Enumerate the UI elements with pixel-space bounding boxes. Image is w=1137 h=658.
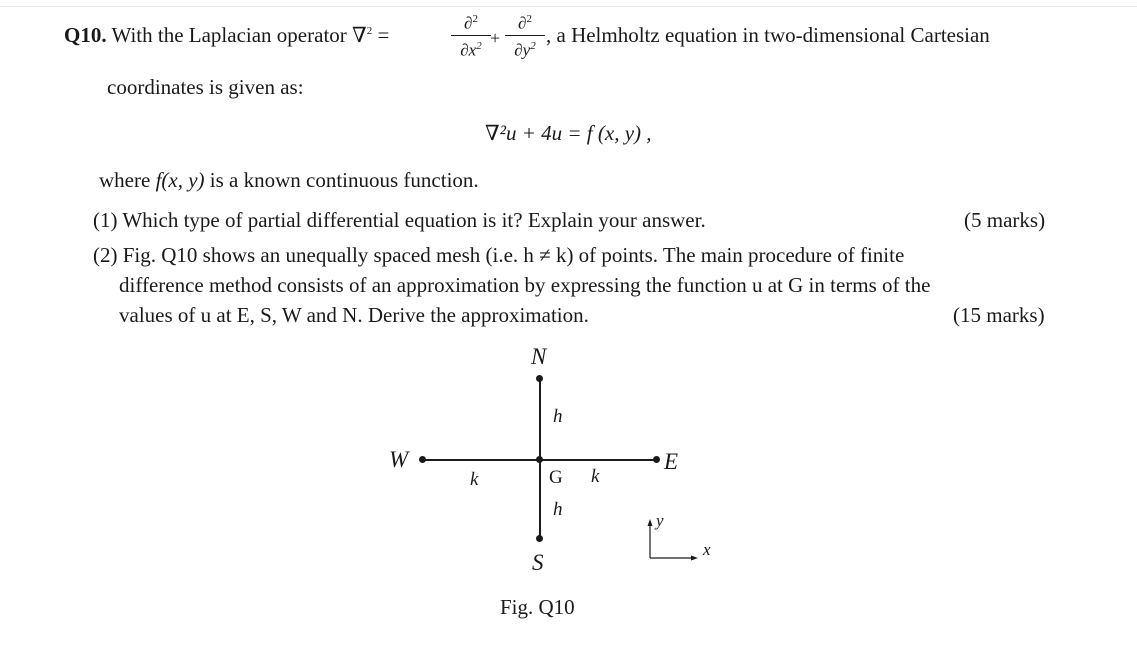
where-tail: is a known continuous function. bbox=[209, 168, 479, 192]
operator-equals: = bbox=[377, 23, 390, 47]
part2-marks: (15 marks) bbox=[953, 303, 1045, 327]
label-g: G bbox=[549, 467, 563, 488]
fraction-d2-dy2: ∂$^2$ $\partial y^2$ bbox=[505, 10, 545, 59]
part2-line2: difference method consists of an approximation by expressing the function u at G in terms of the bbox=[119, 273, 931, 297]
question-intro-lead: With the Laplacian operator bbox=[111, 23, 347, 47]
point-e bbox=[653, 456, 660, 463]
operator-plus: + bbox=[490, 28, 501, 48]
top-rule bbox=[0, 6, 1137, 7]
label-s: S bbox=[532, 550, 544, 575]
label-k-left: k bbox=[470, 469, 479, 490]
axis-label-x: x bbox=[703, 540, 711, 559]
point-g bbox=[536, 456, 543, 463]
point-s bbox=[536, 535, 543, 542]
question-number: Q10. bbox=[64, 23, 107, 47]
fraction-d2-dx2: ∂$^2$ $\partial x^2$ bbox=[451, 10, 491, 59]
label-h-down: h bbox=[553, 499, 563, 520]
label-n: N bbox=[531, 344, 547, 369]
label-w: W bbox=[389, 447, 409, 472]
helmholtz-equation: ∇²u + 4u = f (x, y) , bbox=[485, 121, 652, 145]
laplacian-operator: ∇$^2$ bbox=[352, 23, 373, 47]
axis-label-y: y bbox=[656, 511, 664, 530]
label-h-up: h bbox=[553, 406, 563, 427]
part1-text: (1) Which type of partial differential equation is it? Explain your answer. bbox=[93, 208, 706, 232]
question-intro-line1 bbox=[64, 23, 389, 48]
part2-line3: values of u at E, S, W and N. Derive the approximation. bbox=[119, 303, 589, 327]
part1-marks: (5 marks) bbox=[964, 208, 1046, 232]
where-func: f(x, y) bbox=[155, 168, 205, 192]
label-e: E bbox=[664, 449, 679, 474]
figure-caption: Fig. Q10 bbox=[500, 595, 575, 619]
point-n bbox=[536, 375, 543, 382]
point-w bbox=[419, 456, 426, 463]
question-intro-line2: coordinates is given as: bbox=[107, 75, 304, 99]
where-line bbox=[99, 168, 479, 193]
where-lead: where bbox=[99, 168, 151, 192]
label-k-right: k bbox=[591, 466, 600, 487]
question-intro-tail: , a Helmholtz equation in two-dimensional Cartesian bbox=[546, 23, 990, 47]
part2-line1: (2) Fig. Q10 shows an unequally spaced mesh (i.e. h ≠ k) of points. The main procedure of finite bbox=[93, 243, 905, 267]
